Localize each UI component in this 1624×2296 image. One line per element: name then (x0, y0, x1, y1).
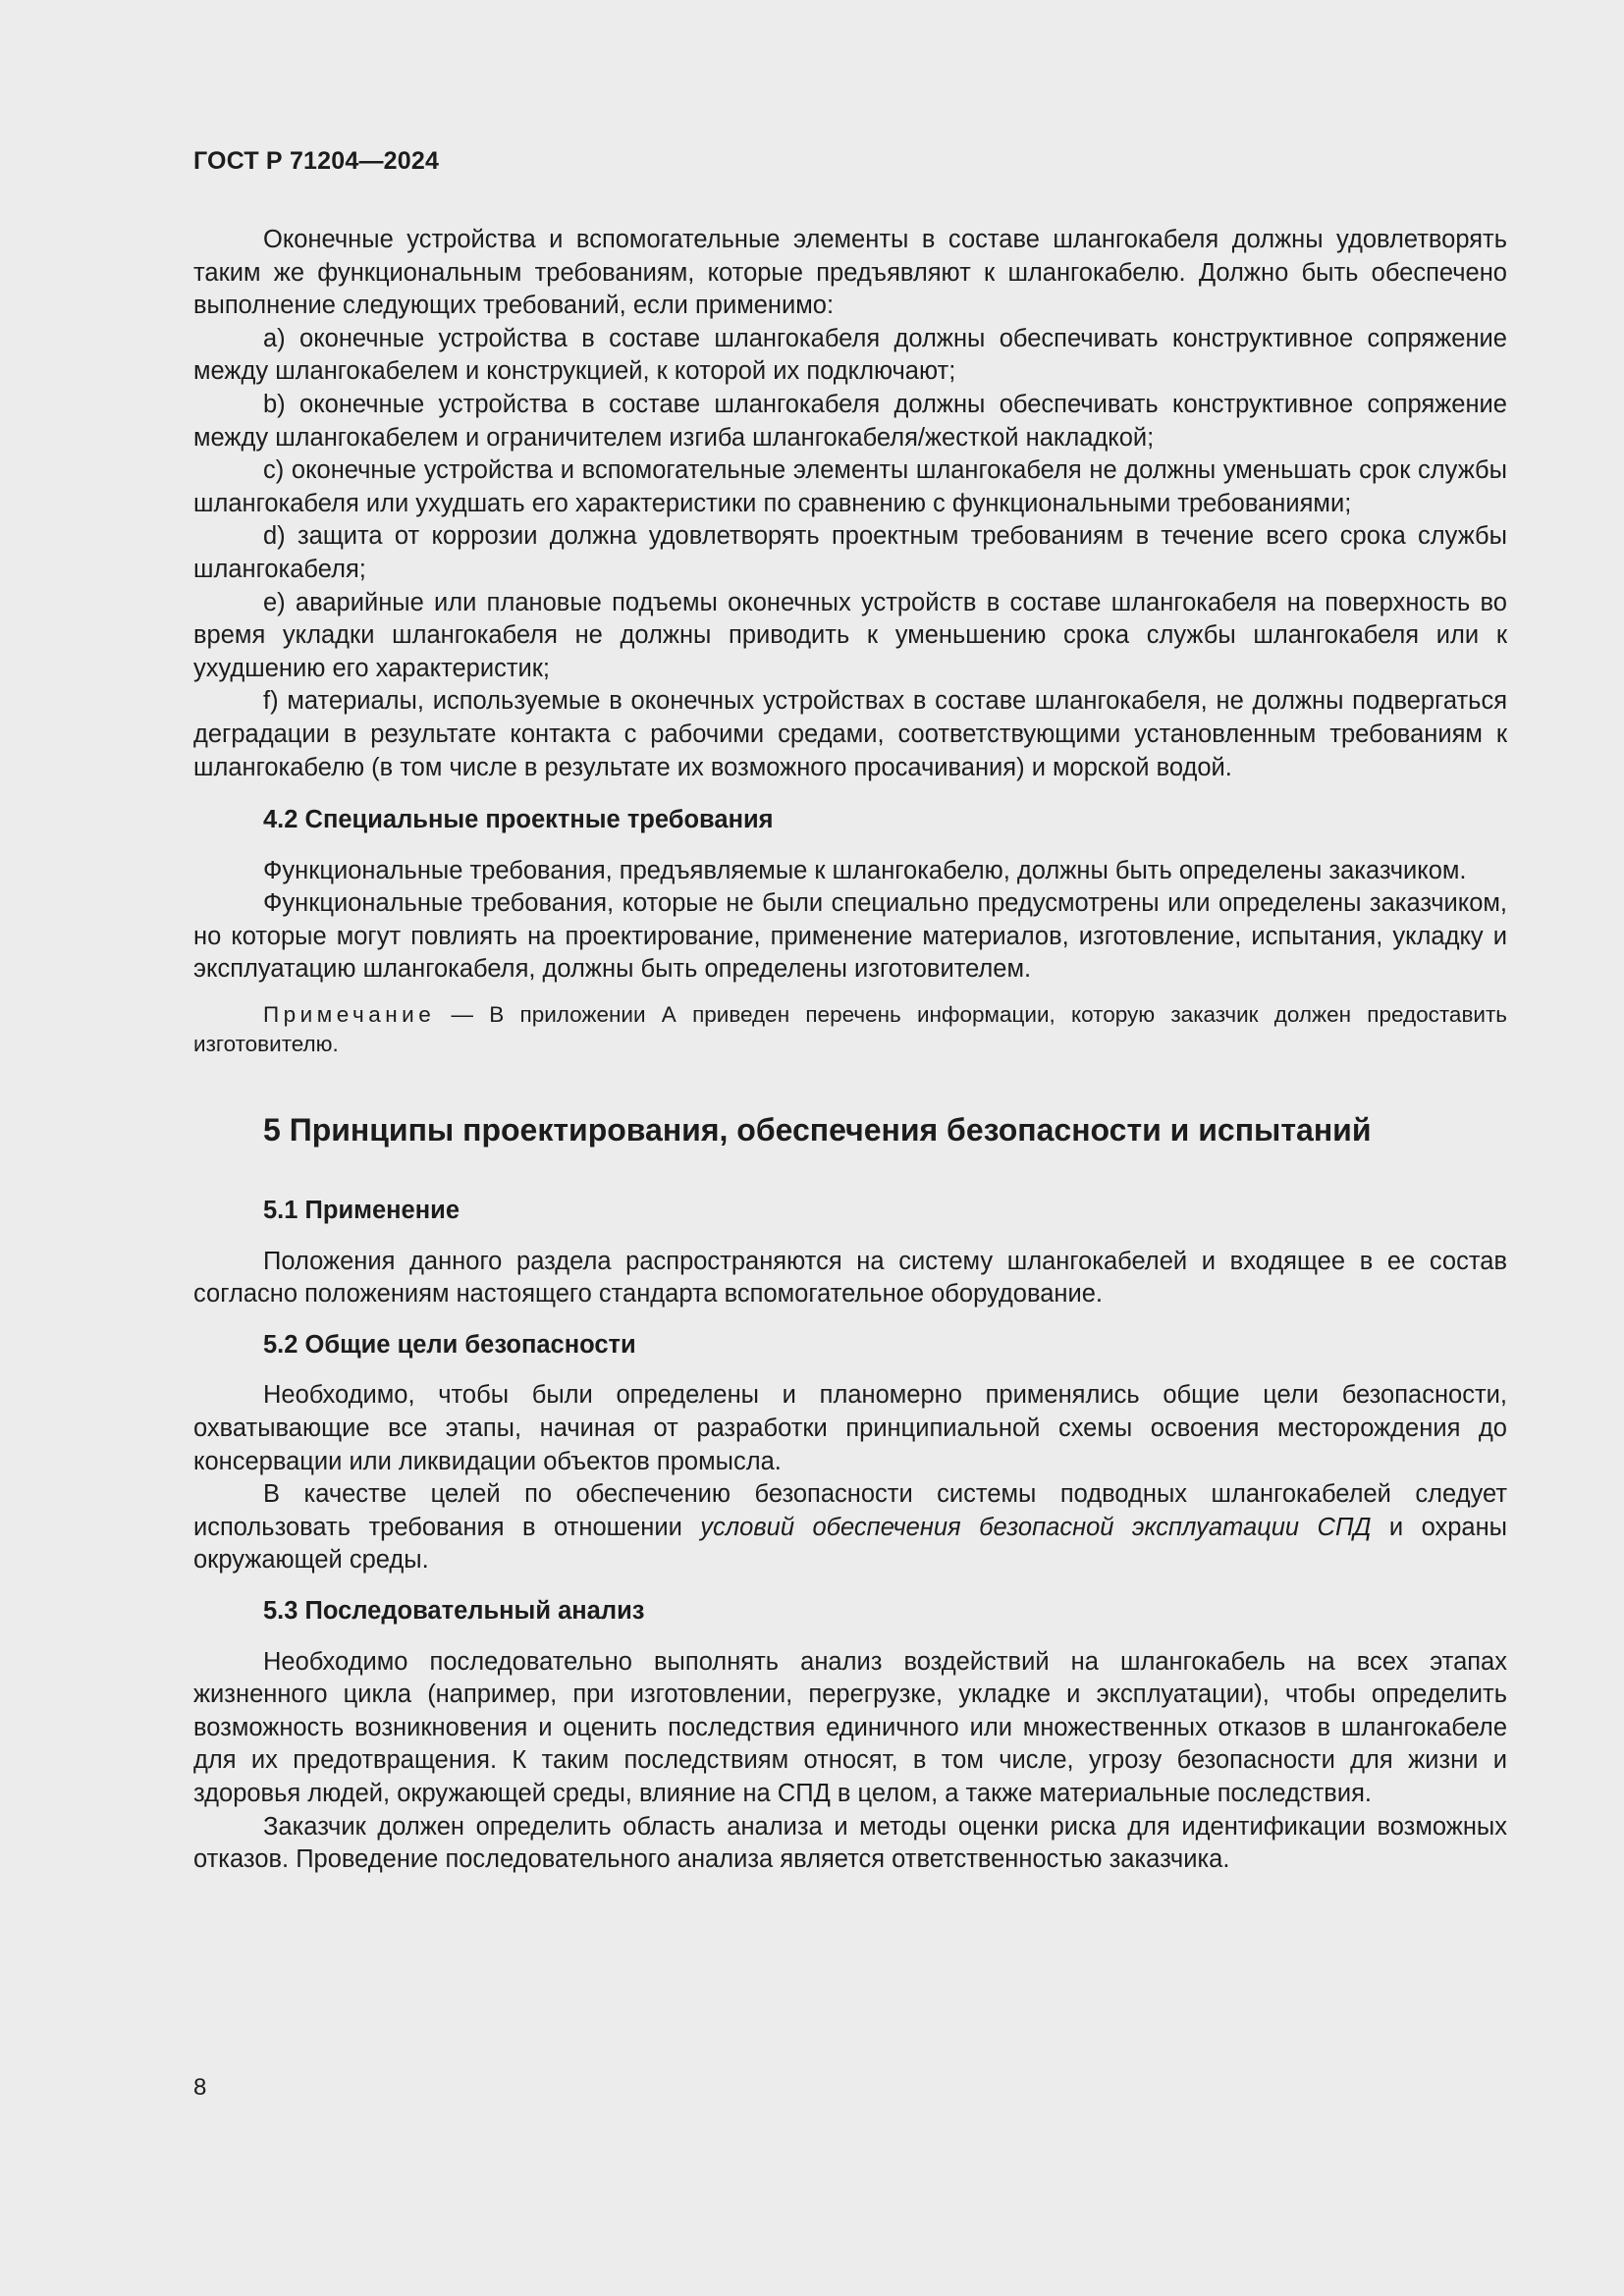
note-text: В приложении А приведен перечень информации, которую заказчик должен предоставить изготовителю. (193, 1002, 1507, 1057)
section-5-2-text-a: В качестве целей по обеспечению безопасности системы подводных шлангокабелей следует использовать требования в отношении (193, 1480, 1507, 1541)
intro-paragraph: Оконечные устройства и вспомогательные элементы в составе шлангокабеля должны удовлетворять таким же функциональным требованиям, которые предъявляют к шлангокабелю. Должно быть обеспечено выполнение следующих требований, если применимо: (193, 226, 1507, 320)
section-5-3-paragraph-1: Необходимо последовательно выполнять анализ воздействий на шлангокабель на всех этапах жизненного цикла (например, при изготовлении, перегрузке, укладке и эксплуатации), чтобы определить возможность возникновения и оценить последствия единичного или множественных отказов в шлангокабеле для их предотвращения. К таким последствиям относят, в том числе, угрозу безопасности для жизни и здоровья людей, окружающей среды, влияние на СПД в целом, а также материальные последствия. (193, 1647, 1507, 1807)
section-5-2-paragraph-1: Необходимо, чтобы были определены и планомерно применялись общие цели безопасности, охватывающие все этапы, начиная от разработки принципиальной схемы освоения месторождения до консервации или ликвидации объектов промысла. (193, 1381, 1507, 1475)
requirement-item-b: b) оконечные устройства в составе шлангокабеля должны обеспечивать конструктивное сопряжение между шлангокабелем и ограничителем изгиба шлангокабеля/жесткой накладкой; (193, 390, 1507, 452)
section-5-3-paragraph-2: Заказчик должен определить область анализа и методы оценки риска для идентификации возможных отказов. Проведение последовательного анализа является ответственностью заказчика. (193, 1812, 1507, 1874)
section-5-1-paragraph: Положения данного раздела распространяются на систему шлангокабелей и входящее в ее состав согласно положениям настоящего стандарта вспомогательное оборудование. (193, 1247, 1507, 1308)
requirement-item-c: с) оконечные устройства и вспомогательные элементы шлангокабеля не должны уменьшать срок службы шлангокабеля или ухудшать его характеристики по сравнению с функциональными требованиями; (193, 456, 1507, 517)
note-label: Примечание (263, 1002, 436, 1028)
requirement-item-d: d) защита от коррозии должна удовлетворять проектным требованиям в течение всего срока службы шлангокабеля; (193, 522, 1507, 583)
section-5-3-heading: 5.3 Последовательный анализ (263, 1597, 645, 1625)
section-5-2-heading: 5.2 Общие цели безопасности (263, 1330, 636, 1359)
section-5-2-text-b: и охраны окружающей среды. (193, 1513, 1507, 1575)
requirement-item-e: е) аварийные или плановые подъемы оконечных устройств в составе шлангокабеля на поверхность во время укладки шлангокабеля не должны приводить к уменьшению срока службы шлангокабеля или к ухудшению его характеристик; (193, 588, 1507, 682)
note-dash: — (435, 1002, 490, 1028)
section-5-2-italic-term: условий обеспечения безопасной эксплуатации СПД (700, 1513, 1372, 1541)
page-number: 8 (193, 2074, 207, 2101)
document-header: ГОСТ Р 71204—2024 (193, 147, 440, 175)
section-5-2-paragraph-2 (193, 1478, 1507, 1577)
section-4-2-heading: 4.2 Специальные проектные требования (263, 806, 774, 834)
note (193, 1000, 1507, 1059)
page-content (193, 224, 1507, 1877)
requirement-item-f: f) материалы, используемые в оконечных устройствах в составе шлангокабеля, не должны подвергаться деградации в результате контакта с рабочими средами, соответствующими установленным требованиям к шлангокабелю (в том числе в результате их возможного просачивания) и морской водой. (193, 687, 1507, 781)
section-4-2-paragraph-1: Функциональные требования, предъявляемые к шлангокабелю, должны быть определены заказчиком. (263, 856, 1467, 884)
section-4-2-paragraph-2: Функциональные требования, которые не были специально предусмотрены или определены заказчиком, но которые могут повлиять на проектирование, применение материалов, изготовление, испытания, укладку и эксплуатацию шлангокабеля, должны быть определены изготовителем. (193, 889, 1507, 984)
section-5-heading: 5 Принципы проектирования, обеспечения безопасности и испытаний (263, 1112, 1372, 1148)
section-5-1-heading: 5.1 Применение (263, 1197, 460, 1225)
requirement-item-a: а) оконечные устройства в составе шлангокабеля должны обеспечивать конструктивное сопряжение между шлангокабелем и конструкцией, к которой их подключают; (193, 324, 1507, 386)
